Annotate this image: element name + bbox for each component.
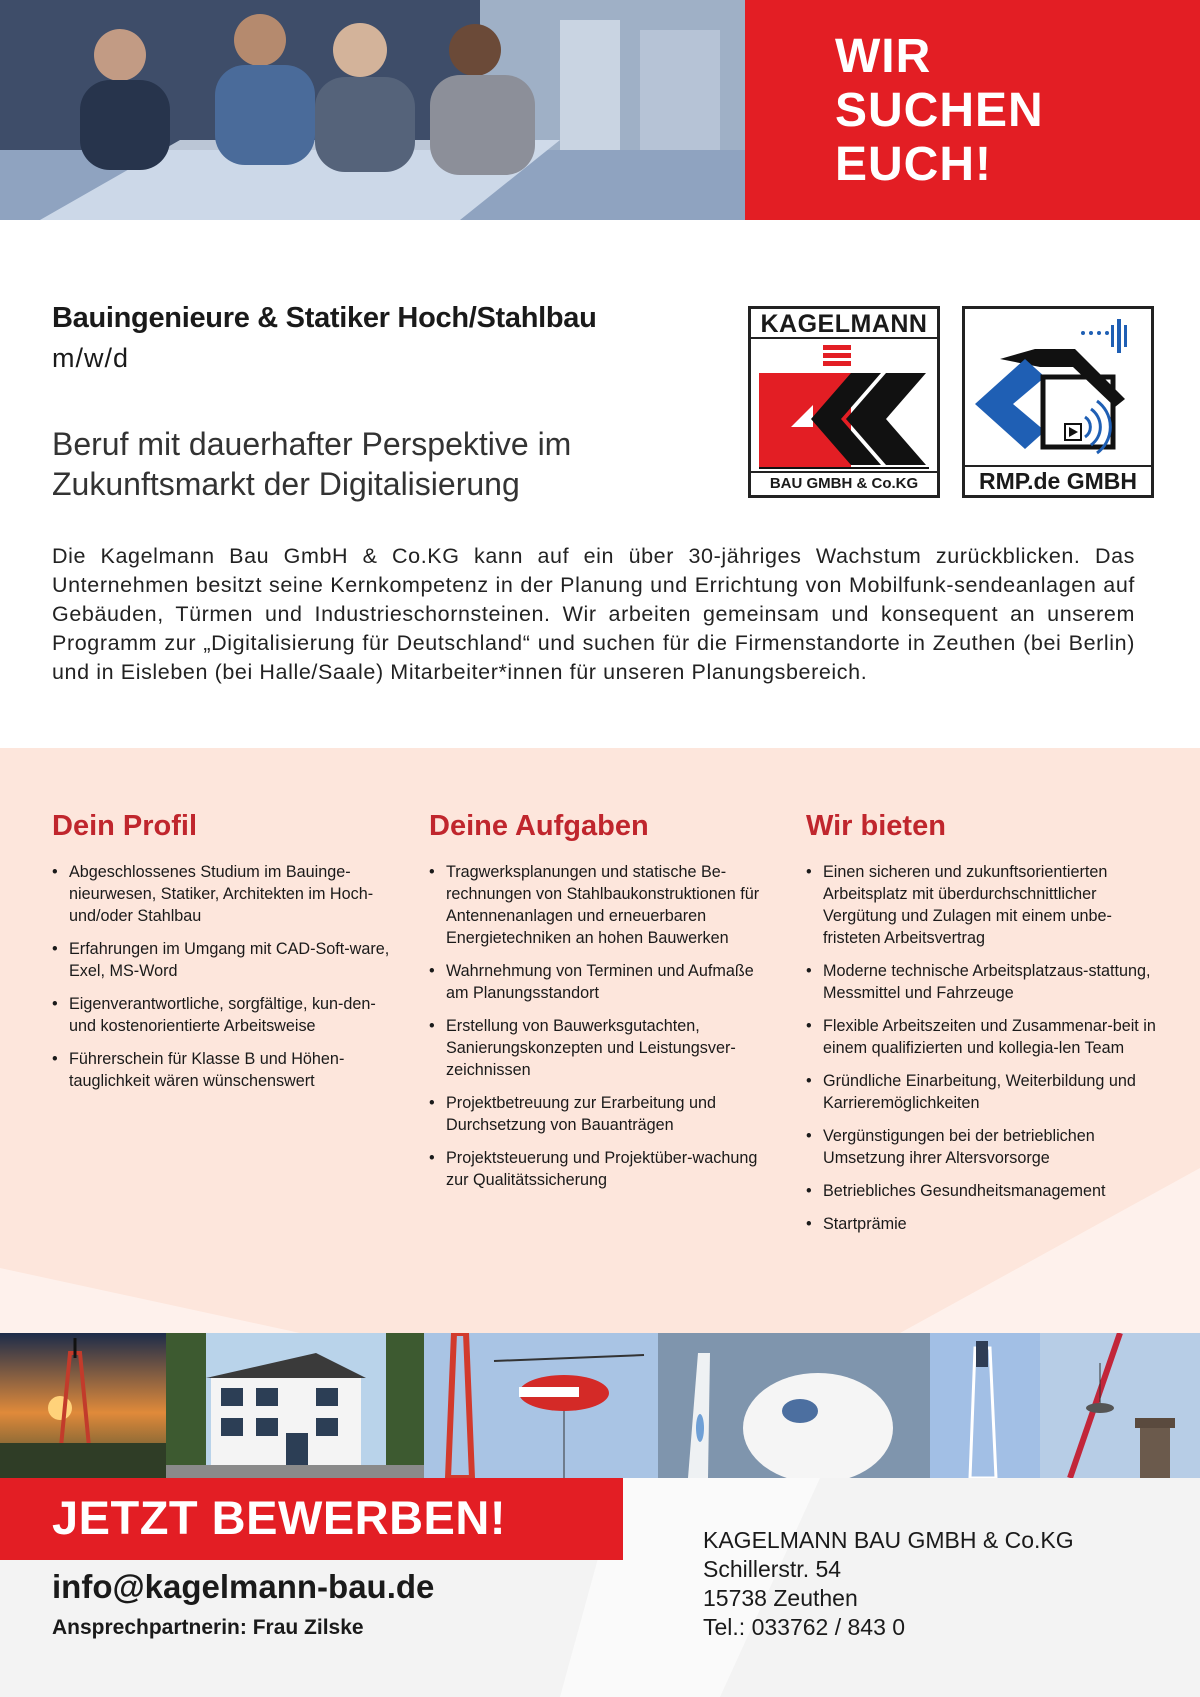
column-heading: Wir bieten bbox=[806, 810, 946, 842]
photo-helicopter bbox=[424, 1333, 658, 1478]
rmp-logo-name: RMP.de GMBH bbox=[965, 465, 1151, 495]
photo-strip bbox=[0, 1333, 1200, 1478]
photo-crane-chimney bbox=[1040, 1333, 1200, 1478]
list-item: • Abgeschlossenes Studium im Bauinge-nieurwesen, Statiker, Architekten im Hoch- und/oder Stahlbau bbox=[52, 861, 392, 927]
bieten-list bbox=[806, 861, 1156, 1235]
hero-banner bbox=[0, 0, 1200, 220]
address-city: 15738 Zeuthen bbox=[703, 1585, 858, 1611]
kagelmann-logo bbox=[748, 306, 940, 498]
kagelmann-emblem-icon bbox=[751, 339, 937, 471]
list-item: • Tragwerksplanungen und statische Be-rechnungen von Stahlbaukonstruktionen für Antennenanlagen und erneuerbaren Energietechniken an hohen Bauwerken bbox=[429, 861, 775, 949]
hero-photo-illustration bbox=[0, 0, 745, 220]
column-profil bbox=[52, 810, 392, 1103]
list-item: • Moderne technische Arbeitsplatzaus-stattung, Messmittel und Fahrzeuge bbox=[806, 960, 1156, 1004]
company-address bbox=[703, 1526, 1074, 1642]
column-heading: Dein Profil bbox=[52, 810, 198, 842]
list-item: • Erfahrungen im Umgang mit CAD-Soft-ware, Exel, MS-Word bbox=[52, 938, 392, 982]
rmp-logo bbox=[962, 306, 1154, 498]
email-link[interactable]: info@kagelmann-bau.de bbox=[52, 1568, 435, 1605]
hero-headline-box bbox=[745, 0, 1200, 220]
photo-pen-and-mouse bbox=[658, 1333, 930, 1478]
list-item: • Vergünstigungen bei der betrieblichen Umsetzung ihrer Altersvorsorge bbox=[806, 1125, 1156, 1169]
list-item: • Projektbetreuung zur Erarbeitung und Durchsetzung von Bauanträgen bbox=[429, 1092, 775, 1136]
list-item: • Wahrnehmung von Terminen und Aufmaße am Planungsstandort bbox=[429, 960, 775, 1004]
profil-list bbox=[52, 861, 392, 1092]
address-street: Schillerstr. 54 bbox=[703, 1556, 842, 1582]
list-item: • Führerschein für Klasse B und Höhen-tauglichkeit wären wünschenswert bbox=[52, 1048, 392, 1092]
column-bieten bbox=[806, 810, 1156, 1246]
hero-headline-line: WIR bbox=[835, 30, 932, 83]
job-title: Bauingenieure & Statiker Hoch/Stahlbau bbox=[52, 302, 597, 334]
column-heading: Deine Aufgaben bbox=[429, 810, 649, 842]
kagelmann-logo-legal: BAU GMBH & Co.KG bbox=[751, 471, 937, 495]
rmp-house-icon bbox=[965, 309, 1151, 465]
list-item: • Betriebliches Gesundheitsmanagement bbox=[806, 1180, 1156, 1202]
hero-headline-line: EUCH! bbox=[835, 138, 992, 191]
photo-office-building bbox=[166, 1333, 424, 1478]
photo-tower-sunset bbox=[0, 1333, 166, 1478]
list-item: • Erstellung von Bauwerksgutachten, Sanierungskonzepten und Leistungsver-zeichnissen bbox=[429, 1015, 775, 1081]
list-item: • Flexible Arbeitszeiten und Zusammenar-beit in einem qualifizierten und kollegia-len Team bbox=[806, 1015, 1156, 1059]
intro-paragraph: Die Kagelmann Bau GmbH & Co.KG kann auf ein über 30-jähriges Wachstum zurückblicken. Das Unternehmen besitzt seine Kernkompetenz in der Planung und Errichtung von Mobilfunk-sendeanlagen auf Gebäuden, Türmen und Industrieschornsteinen. Wir arbeiten gemeinsam und konsequent an unserem Programm zur „Digitalisierung für Deutschland“ und suchen für die Firmenstandorte in Zeuthen (bei Berlin) und in Eisleben (bei Halle/Saale) Mitarbeiter*innen für unseren Planungsbereich. bbox=[52, 544, 1135, 684]
list-item: • Gründliche Einarbeitung, Weiterbildung und Karrieremöglichkeiten bbox=[806, 1070, 1156, 1114]
apply-now-banner[interactable] bbox=[0, 1478, 623, 1560]
apply-now-label: JETZT BEWERBEN! bbox=[52, 1491, 506, 1544]
hero-photo-team bbox=[0, 0, 745, 220]
address-company: KAGELMANN BAU GMBH & Co.KG bbox=[703, 1527, 1074, 1553]
list-item: • Einen sicheren und zukunftsorientierten Arbeitsplatz mit überdurchschnittlicher Vergütung und Zulagen mit einem unbe-fristeten Arbeitsvertrag bbox=[806, 861, 1156, 949]
contact-person: Ansprechpartnerin: Frau Zilske bbox=[52, 1616, 364, 1639]
kagelmann-logo-name: KAGELMANN bbox=[751, 309, 937, 339]
column-aufgaben bbox=[429, 810, 775, 1202]
address-phone[interactable]: Tel.: 033762 / 843 0 bbox=[703, 1614, 906, 1640]
hero-headline-line: SUCHEN bbox=[835, 84, 1044, 137]
list-item: • Projektsteuerung und Projektüber-wachung zur Qualitätssicherung bbox=[429, 1147, 775, 1191]
job-tagline: Beruf mit dauerhafter Perspektive im Zukunftsmarkt der Digitalisierung bbox=[52, 426, 572, 502]
aufgaben-list bbox=[429, 861, 775, 1191]
photo-antenna-mast bbox=[930, 1333, 1040, 1478]
job-subtitle: m/w/d bbox=[52, 343, 130, 373]
list-item: • Startprämie bbox=[806, 1213, 1156, 1235]
list-item: • Eigenverantwortliche, sorgfältige, kun-den- und kostenorientierte Arbeitsweise bbox=[52, 993, 392, 1037]
